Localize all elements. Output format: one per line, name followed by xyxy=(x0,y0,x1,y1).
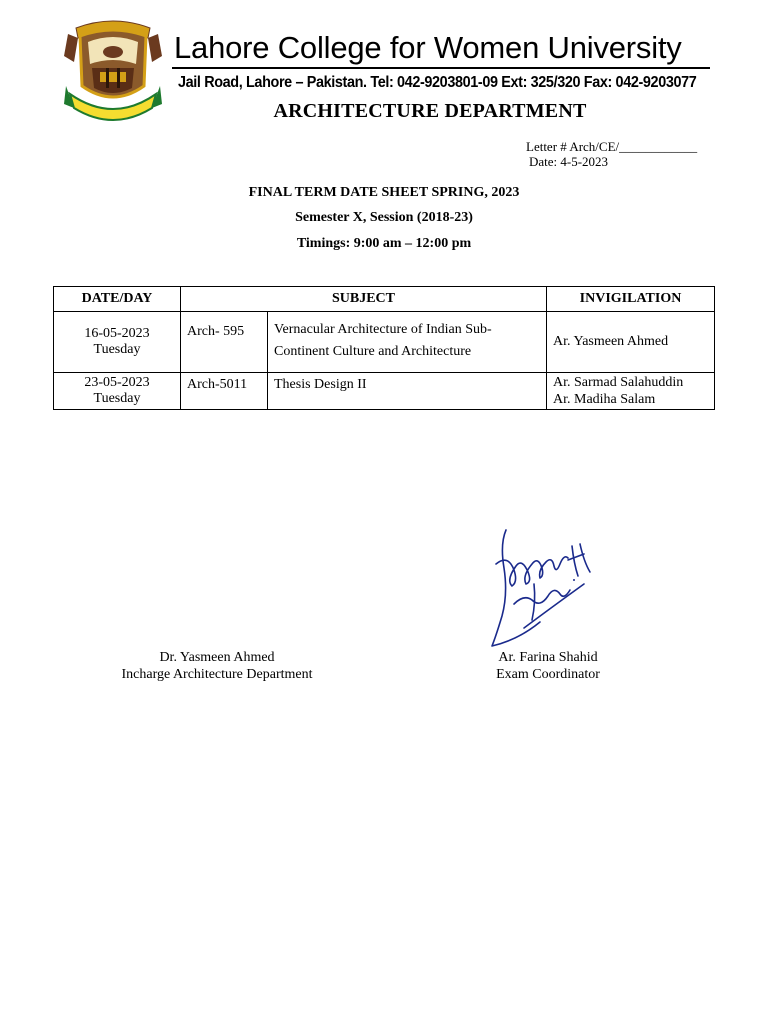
course-code: Arch- 595 xyxy=(181,312,268,373)
date-sheet-table xyxy=(53,286,715,410)
invigilator-name: Ar. Madiha Salam xyxy=(553,392,656,407)
handwritten-signature xyxy=(488,524,604,650)
table-row xyxy=(54,373,715,410)
invigilator-name: Ar. Sarmad Salahuddin xyxy=(553,375,684,390)
column-header-subject: SUBJECT xyxy=(181,287,547,312)
signatory-name: Ar. Farina Shahid xyxy=(498,650,598,665)
exam-timings: Timings: 9:00 am – 12:00 pm xyxy=(296,236,472,251)
exam-day: Tuesday xyxy=(93,391,141,406)
signatory-title: Exam Coordinator xyxy=(496,667,600,682)
semester-session: Semester X, Session (2018-23) xyxy=(295,210,473,225)
signatory-left xyxy=(108,649,326,683)
date-cell xyxy=(54,312,181,373)
signatory-title: Incharge Architecture Department xyxy=(121,667,313,682)
course-code: Arch-5011 xyxy=(181,373,268,410)
subject-line: Thesis Design II xyxy=(268,373,547,410)
table-header-row xyxy=(54,287,715,312)
title-underline xyxy=(172,67,710,69)
invigilator-name: Ar. Yasmeen Ahmed xyxy=(553,334,669,349)
subject-line: Continent Culture and Architecture xyxy=(274,344,472,359)
date-cell xyxy=(54,373,181,410)
signatory-name: Dr. Yasmeen Ahmed xyxy=(159,650,275,665)
exam-date: 16-05-2023 xyxy=(84,326,150,341)
invigilator-cell xyxy=(547,373,715,410)
table-row xyxy=(54,312,715,373)
department-name: ARCHITECTURE DEPARTMENT xyxy=(273,100,587,122)
letter-date: Date: 4-5-2023 xyxy=(529,154,609,169)
document-title: FINAL TERM DATE SHEET SPRING, 2023 xyxy=(248,185,520,200)
letter-number: Letter # Arch/CE/____________ xyxy=(526,139,698,154)
university-name: Lahore College for Women University xyxy=(174,30,682,65)
exam-date: 23-05-2023 xyxy=(84,375,150,390)
exam-day: Tuesday xyxy=(93,342,141,357)
subject-line: Vernacular Architecture of Indian Sub- xyxy=(274,322,492,337)
invigilator-cell xyxy=(547,312,715,373)
signatory-right xyxy=(486,649,610,683)
subject-cell xyxy=(268,312,547,373)
column-header-invigilation: INVIGILATION xyxy=(547,287,715,312)
column-header-date: DATE/DAY xyxy=(54,287,181,312)
university-address: Jail Road, Lahore – Pakistan. Tel: 042-9203801-09 Ext: 325/320 Fax: 042-9203077 xyxy=(178,74,697,91)
